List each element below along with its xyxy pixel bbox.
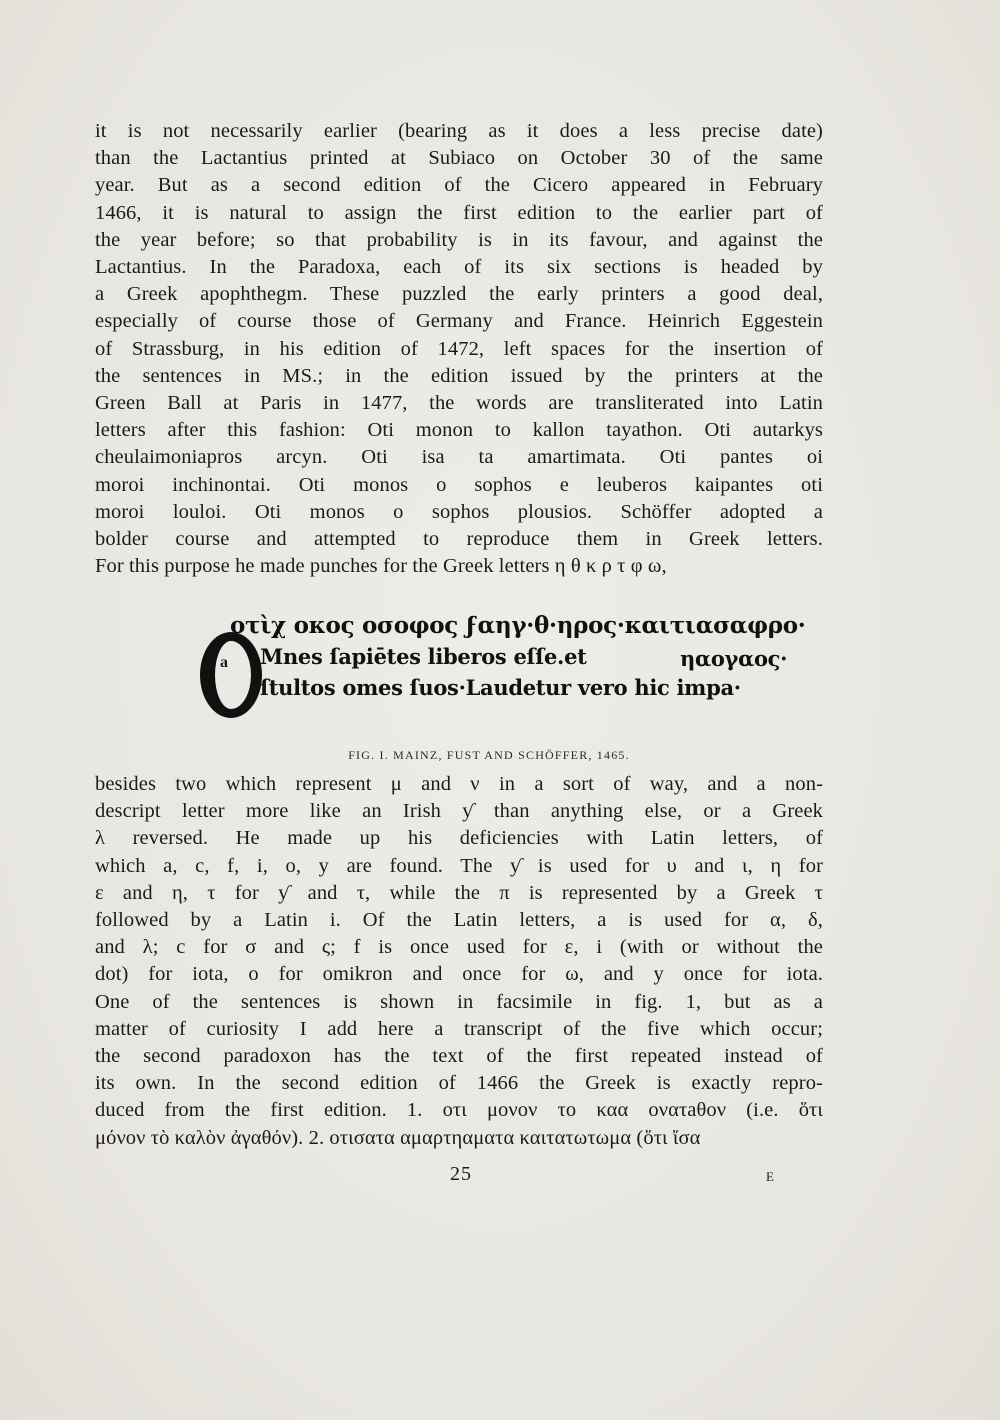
facsimile-line-2: Mnes ſapiētes liberos eſſe.et: [260, 644, 587, 669]
text-line: the sentences in MS.; in the edition issued by the printers at the: [95, 364, 823, 387]
text-line: 1466, it is natural to assign the first edition to the earlier part of: [95, 201, 823, 224]
text-line: it is not necessarily earlier (bearing as it does a less precise date): [95, 120, 823, 142]
facsimile-mark: a: [220, 654, 228, 671]
text-line: year. But as a second edition of the Cicero appeared in February: [95, 174, 823, 197]
text-line: For this purpose he made punches for the Greek letters η θ κ ρ τ φ ω,: [95, 555, 667, 578]
text-line: One of the sentences is shown in facsimile in fig. 1, but as a: [95, 990, 823, 1013]
text-line: especially of course those of Germany and France. Heinrich Eggestein: [95, 310, 823, 333]
text-line: and λ; c for σ and ς; f is once used for ε, i (with or without the: [95, 936, 823, 959]
page-number: 25: [450, 1163, 472, 1185]
text-line: bolder course and attempted to reproduce them in Greek letters.: [95, 528, 823, 551]
text-line: its own. In the second edition of 1466 the Greek is exactly repro-: [95, 1072, 823, 1095]
text-line: letters after this fashion: Oti monon to kallon tayathon. Oti autarkys: [95, 419, 823, 442]
text-line: besides two which represent μ and ν in a sort of way, and a non-: [95, 773, 823, 795]
figure-caption-text: FIG. I. MAINZ, FUST AND SCHÖFFER, 1465.: [348, 748, 630, 762]
text-line: λ reversed. He made up his deficiencies with Latin letters, of: [95, 827, 823, 850]
paragraph-bottom: [95, 771, 823, 1152]
paragraph-top: [95, 118, 823, 580]
text-line: the second paradoxon has the text of the first repeated instead of: [95, 1045, 823, 1068]
text-line: duced from the first edition. 1. οτι μονον το καα ονατaθον (i.e. ὅτι: [95, 1099, 823, 1122]
text-line: the year before; so that probability is in its favour, and against the: [95, 228, 823, 251]
greek-facsimile: [200, 612, 840, 720]
text-line: a Greek apophthegm. These puzzled the early printers a good deal,: [95, 283, 823, 306]
text-line: than the Lactantius printed at Subiaco on October 30 of the same: [95, 147, 823, 170]
text-line: dot) for iota, o for omikron and once for ω, and y once for iota.: [95, 963, 823, 986]
text-line: which a, c, f, i, o, y are found. The ƴ is used for υ and ι, η for: [95, 854, 823, 877]
text-line: Lactantius. In the Paradoxa, each of its six sections is headed by: [95, 256, 823, 279]
text-line: moroi louloi. Oti monos o sophos plousios. Schöffer adopted a: [95, 500, 823, 523]
text-line: μόνον τὸ καλὸν ἀγαθόν). 2. οτισατα αμαρτηαματα καιτατωτωμα (ὅτι ἴσα: [95, 1126, 701, 1149]
text-line: ε and η, τ for ƴ and τ, while the π is represented by a Greek τ: [95, 881, 823, 904]
facsimile-line-1: οτὶχ οκος οσοφος ϝαηγ·θ·ηρος·καιτιασαφρο·: [230, 612, 806, 639]
facsimile-line-3: ſtultos omes ſuos·Laudetur vero hic impa·: [260, 675, 741, 700]
text-line: of Strassburg, in his edition of 1472, left spaces for the insertion of: [95, 337, 823, 360]
text-line: followed by a Latin i. Of the Latin letters, a is used for α, δ,: [95, 909, 823, 932]
initial-o-drop-cap: [200, 632, 262, 718]
facsimile-line-2-greek: ηαογαος·: [680, 646, 788, 671]
figure-caption: [0, 748, 1000, 763]
text-line: matter of curiosity I add here a transcript of the five which occur;: [95, 1017, 823, 1040]
text-line: cheulaimoniapros arcyn. Oti isa ta amartimata. Oti pantes oi: [95, 446, 823, 469]
text-line: descript letter more like an Irish ƴ than anything else, or a Greek: [95, 800, 823, 823]
signature-mark: E: [766, 1169, 774, 1184]
text-line: Green Ball at Paris in 1477, the words are transliterated into Latin: [95, 392, 823, 415]
text-line: moroi inchinontai. Oti monos o sophos e leuberos kaipantes oti: [95, 473, 823, 496]
